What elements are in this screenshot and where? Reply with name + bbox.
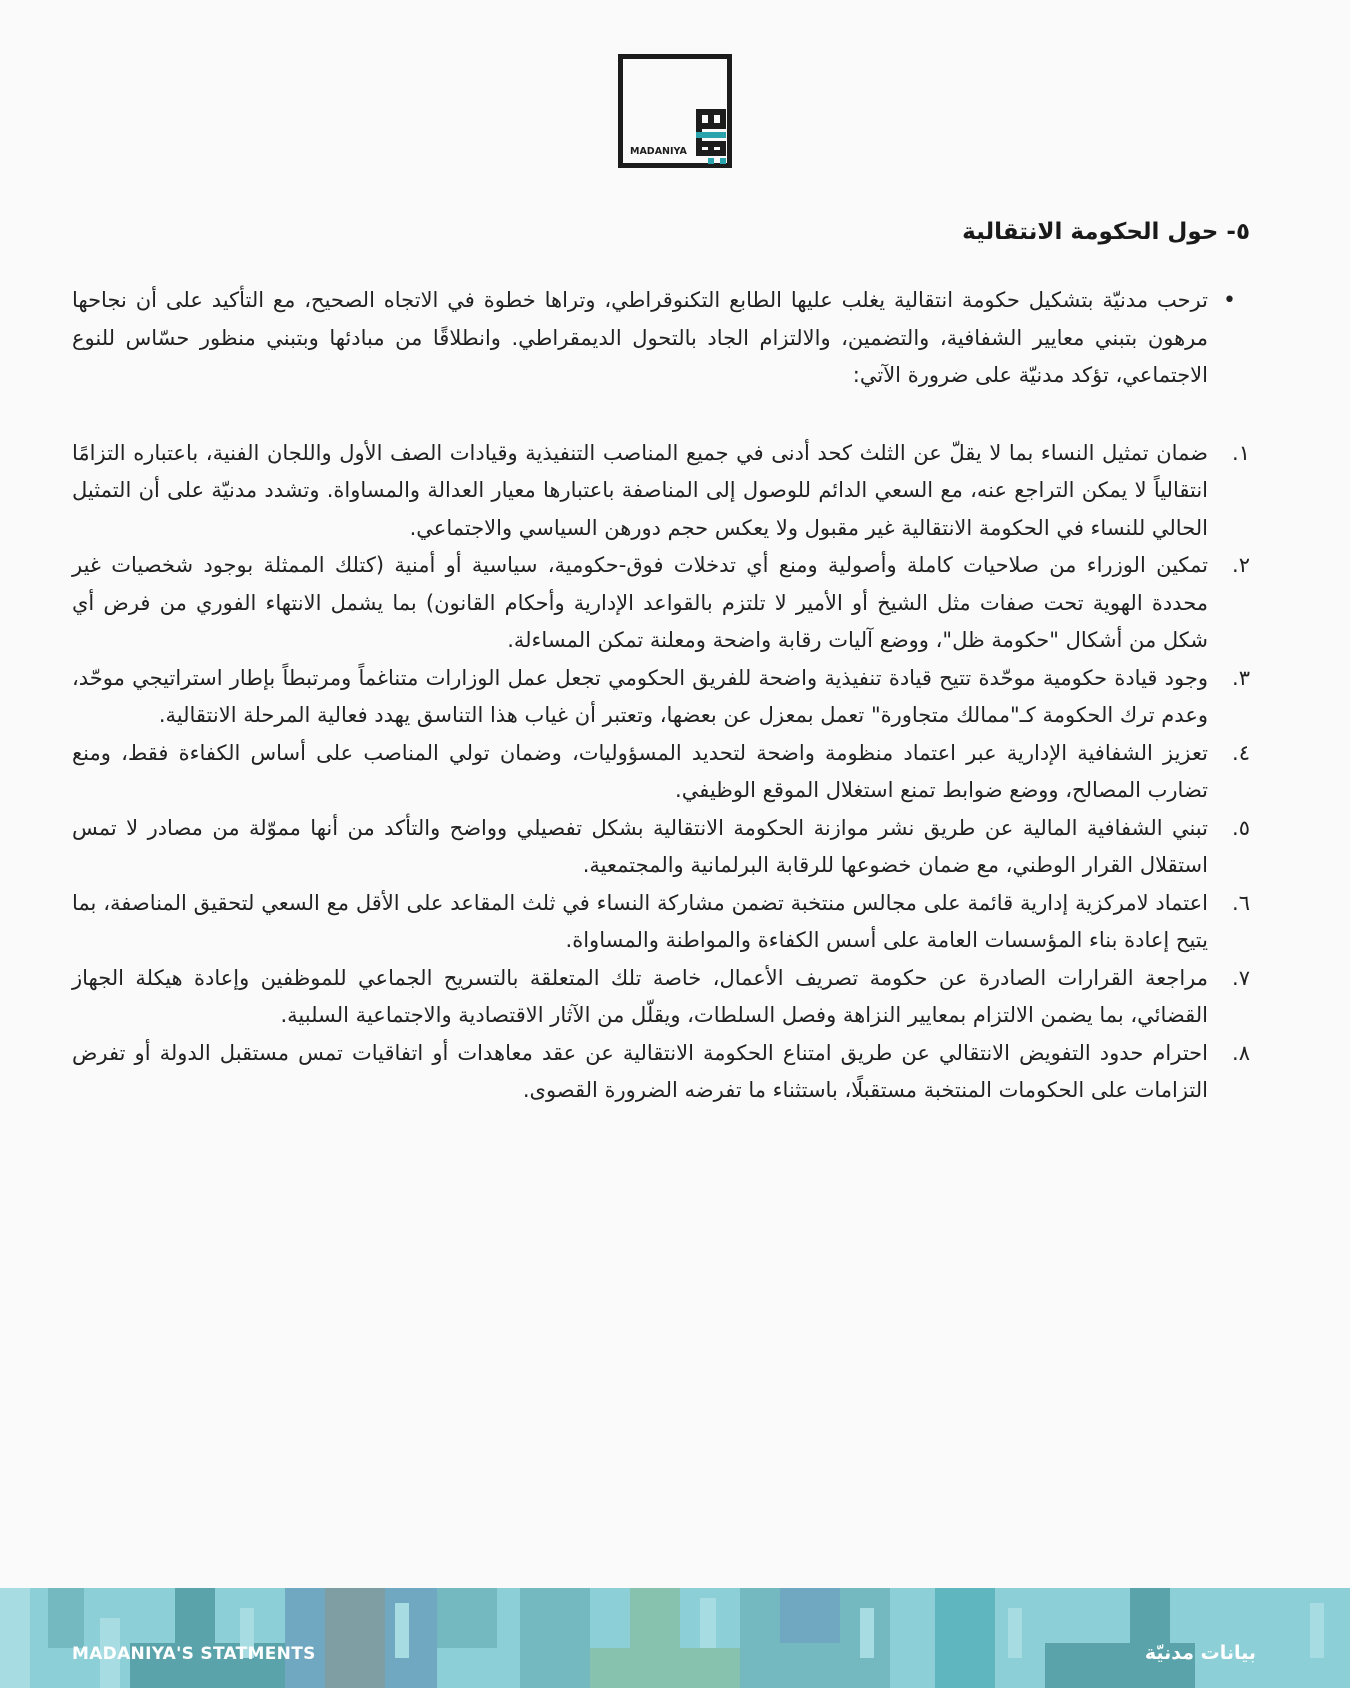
points-list <box>72 435 1250 1110</box>
list-item-text: ضمان تمثيل النساء بما لا يقلّ عن الثلث كحد أدنى في جميع المناصب التنفيذية وقيادات الصف الأول واللجان الفنية، باعتباره التزامًا انتقالياً لا يمكن التراجع عنه، مع السعي الدائم للوصول إلى المناصفة باعتبارها معيار العدالة والمساواة. وتشدد مدنيّة على أن التمثيل الحالي للنساء في الحكومة الانتقالية غير مقبول ولا يعكس حجم دورهن السياسي والاجتماعي. <box>72 440 1208 540</box>
footer-pattern <box>0 1588 1350 1688</box>
intro-list <box>72 282 1250 395</box>
list-item-number: ٥. <box>1232 815 1250 840</box>
list-item-text: اعتماد لامركزية إدارية قائمة على مجالس منتخبة تضمن مشاركة النساء في ثلث المقاعد على الأقل مع السعي لتحقيق المناصفة، بما يتيح إعادة بناء المؤسسات العامة على أسس الكفاءة والمواطنة والمساواة. <box>72 890 1208 952</box>
intro-paragraph: • ترحب مدنيّة بتشكيل حكومة انتقالية يغلب عليها الطابع التكنوقراطي، وتراها خطوة في الاتجاه الصحيح، مع التأكيد على أن نجاحها مرهون بتبني معايير الشفافية، والتضمين، والالتزام الجاد بالتحول الديمقراطي. وانطلاقًا من مبادئها وبتبني منظور حسّاس للنوع الاجتماعي، تؤكد مدنيّة على ضرورة الآتي: <box>72 282 1250 395</box>
statement-body <box>72 214 1250 1110</box>
list-item-text: وجود قيادة حكومية موحّدة تتيح قيادة تنفيذية واضحة للفريق الحكومي تجعل عمل الوزارات متناغماً ومرتبطاً بإطار استراتيجي موحّد، وعدم ترك الحكومة كـ"ممالك متجاورة" تعمل بمعزل عن بعضها، وتعتبر أن غياب هذا التناسق يهدد فعالية المرحلة الانتقالية. <box>72 665 1208 727</box>
logo-wordmark: MADANIYA <box>630 146 687 157</box>
list-item <box>72 547 1250 660</box>
list-item-number: ٢. <box>1232 553 1250 577</box>
list-item-text: تمكين الوزراء من صلاحيات كاملة وأصولية ومنع أي تدخلات فوق-حكومية، سياسية أو أمنية (كتلك الممثلة بوجود شخصيات غير محددة الهوية تحت صفات مثل الشيخ أو الأمير لا تلتزم بالقواعد الإدارية وأحكام القانون) بما يشمل الانتهاء الفوري من فرض أي شكل من أشكال "حكومة ظل"، ووضع آليات رقابة واضحة ومعلنة تمكن المساءلة. <box>72 553 1208 652</box>
list-item-number: ٦. <box>1232 890 1250 915</box>
list-item-number: ٧. <box>1232 965 1250 990</box>
madaniya-logo <box>618 54 732 168</box>
list-item-text: احترام حدود التفويض الانتقالي عن طريق امتناع الحكومة الانتقالية عن عقد معاهدات أو اتفاقيات تمس مستقبل الدولة أو تفرض التزامات على الحكومات المنتخبة مستقبلًا، باستثناء ما تفرضه الضرورة القصوى. <box>72 1040 1208 1102</box>
list-item-number: ٣. <box>1232 665 1250 690</box>
list-item <box>72 960 1250 1035</box>
list-item <box>72 885 1250 960</box>
list-item-number: ٤. <box>1232 740 1250 765</box>
section-title: ٥- حول الحكومة الانتقالية <box>962 219 1250 245</box>
list-item <box>72 435 1250 548</box>
list-item-number: ١. <box>1232 440 1250 465</box>
list-item <box>72 660 1250 735</box>
list-item <box>72 1035 1250 1110</box>
list-item-text: مراجعة القرارات الصادرة عن حكومة تصريف الأعمال، خاصة تلك المتعلقة بالتسريح الجماعي للموظفين وإعادة هيكلة الجهاز القضائي، بما يضمن الالتزام بمعايير النزاهة وفصل السلطات، ويقلّل من الآثار الاقتصادية والاجتماعية السلبية. <box>72 965 1208 1027</box>
footer-brand-label: MADANIYA'S STATMENTS <box>72 1644 316 1664</box>
list-item-number: ٨. <box>1232 1040 1250 1065</box>
list-item-text: تبني الشفافية المالية عن طريق نشر موازنة الحكومة الانتقالية بشكل تفصيلي وواضح والتأكد من أنها مموّلة من مصادر لا تمس استقلال القرار الوطني، مع ضمان خضوعها للرقابة البرلمانية والمجتمعية. <box>72 815 1208 877</box>
list-item-text: تعزيز الشفافية الإدارية عبر اعتماد منظومة واضحة لتحديد المسؤوليات، وضمان تولي المناصب على أساس الكفاءة فقط، ومنع تضارب المصالح، ووضع ضوابط تمنع استغلال الموقع الوظيفي. <box>72 740 1208 802</box>
page-footer <box>0 1588 1350 1688</box>
madaniya-logo-icon <box>618 54 732 168</box>
list-item <box>72 810 1250 885</box>
footer-statements-label: بيانات مدنيّة <box>1144 1642 1256 1664</box>
list-item <box>72 735 1250 810</box>
